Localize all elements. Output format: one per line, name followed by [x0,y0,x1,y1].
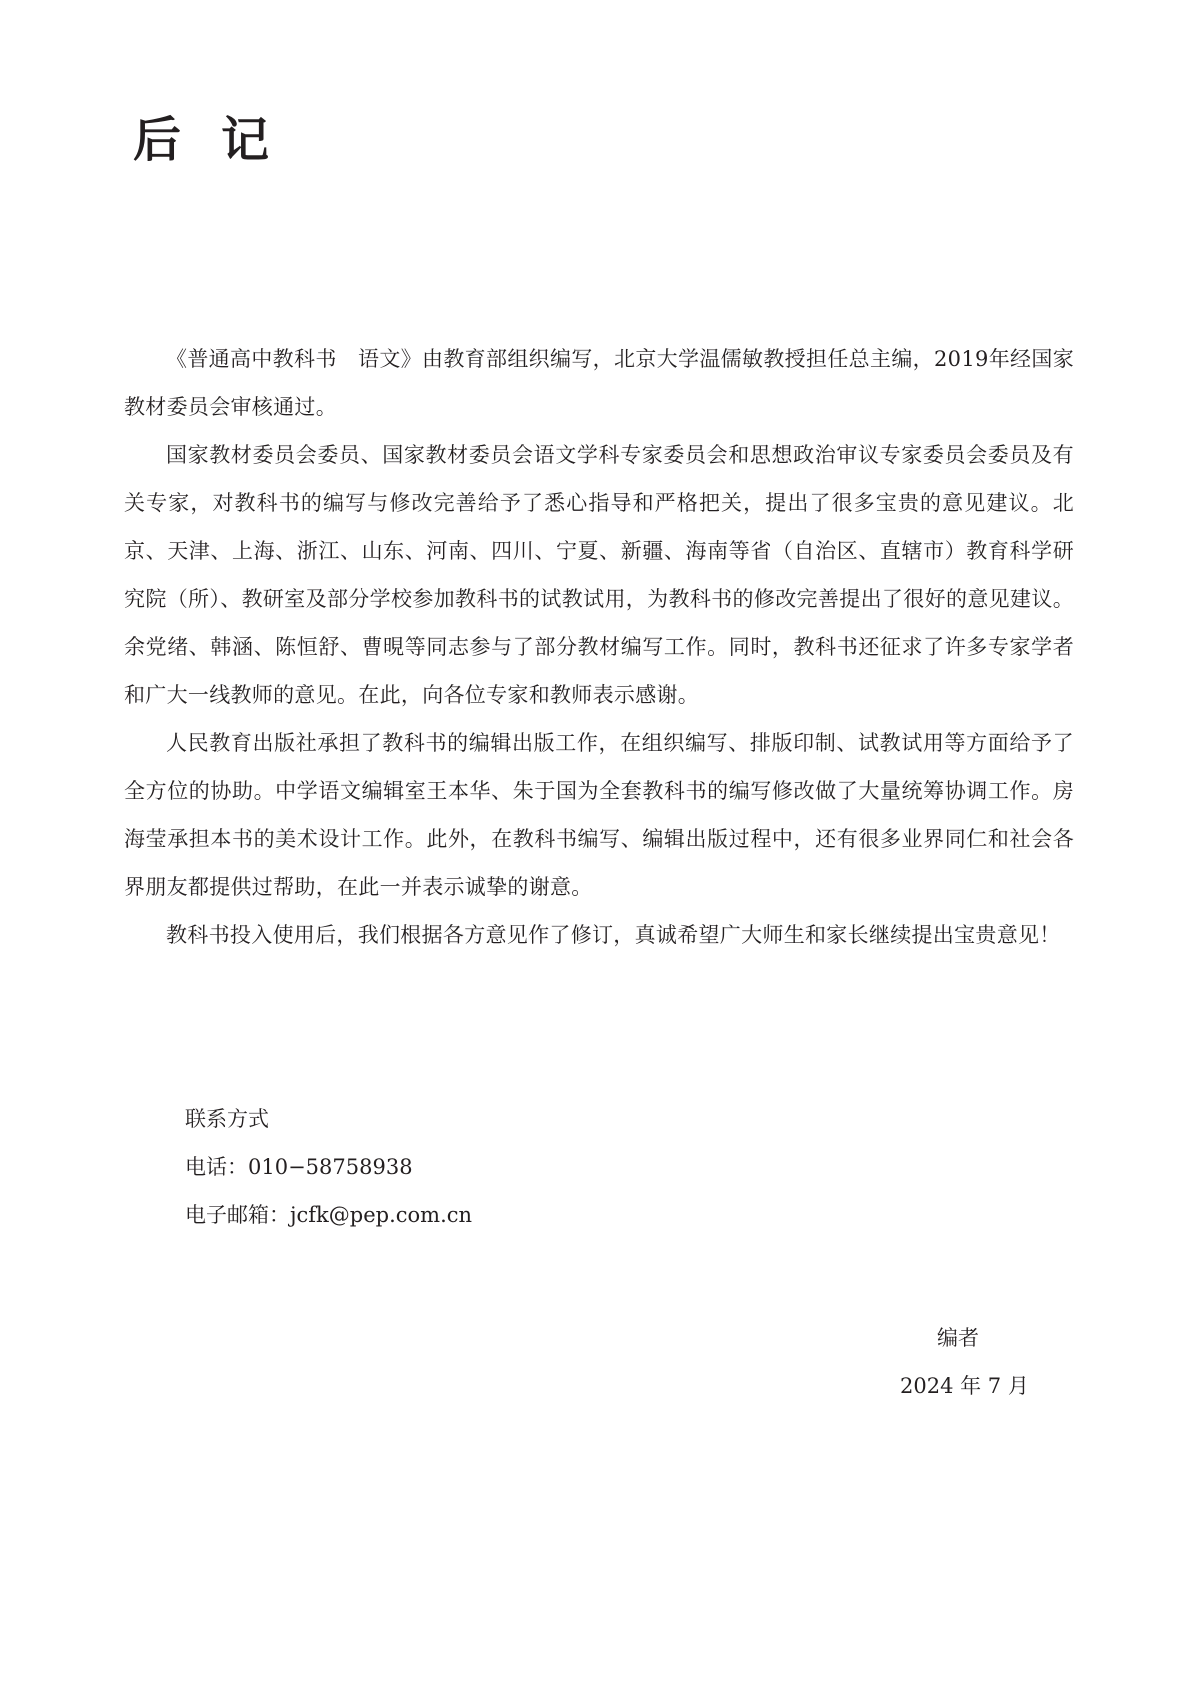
page-title: 后记 [133,112,310,168]
contact-heading: 联系方式 [185,1107,269,1131]
paragraph-publisher: 人民教育出版社承担了教科书的编辑出版工作，在组织编写、排版印制、试教试用等方面给予了全方位的协助。中学语文编辑室王本华、朱于国为全套教科书的编写修改做了大量统筹协调工作。房海莹承担本书的美术设计工作。此外，在教科书编写、编辑出版过程中，还有很多业界同仁和社会各界朋友都提供过帮助，在此一并表示诚挚的谢意。 [124,731,1074,899]
afterword-body [124,335,1074,959]
paragraph-intro: 《普通高中教科书 语文》由教育部组织编写，北京大学温儒敏教授担任总主编，2019年经国家教材委员会审核通过。 [124,347,1074,419]
contact-phone: 电话：010−58758938 [185,1155,413,1179]
paragraph-acknowledgements: 国家教材委员会委员、国家教材委员会语文学科专家委员会和思想政治审议专家委员会委员及有关专家，对教科书的编写与修改完善给予了悉心指导和严格把关，提出了很多宝贵的意见建议。北京、天津、上海、浙江、山东、河南、四川、宁夏、新疆、海南等省（自治区、直辖市）教育科学研究院（所）、教研室及部分学校参加教科书的试教试用，为教科书的修改完善提出了很好的意见建议。余党绪、韩涵、陈恒舒、曹晛等同志参与了部分教材编写工作。同时，教科书还征求了许多专家学者和广大一线教师的意见。在此，向各位专家和教师表示感谢。 [124,443,1074,707]
contact-email: 电子邮箱：jcfk@pep.com.cn [185,1203,473,1227]
contact-block [185,1095,472,1239]
signature-date: 2024 年 7 月 [900,1374,1029,1398]
paragraph-feedback: 教科书投入使用后，我们根据各方意见作了修订，真诚希望广大师生和家长继续提出宝贵意见！ [166,923,1061,947]
signature-author: 编者 [937,1326,979,1350]
